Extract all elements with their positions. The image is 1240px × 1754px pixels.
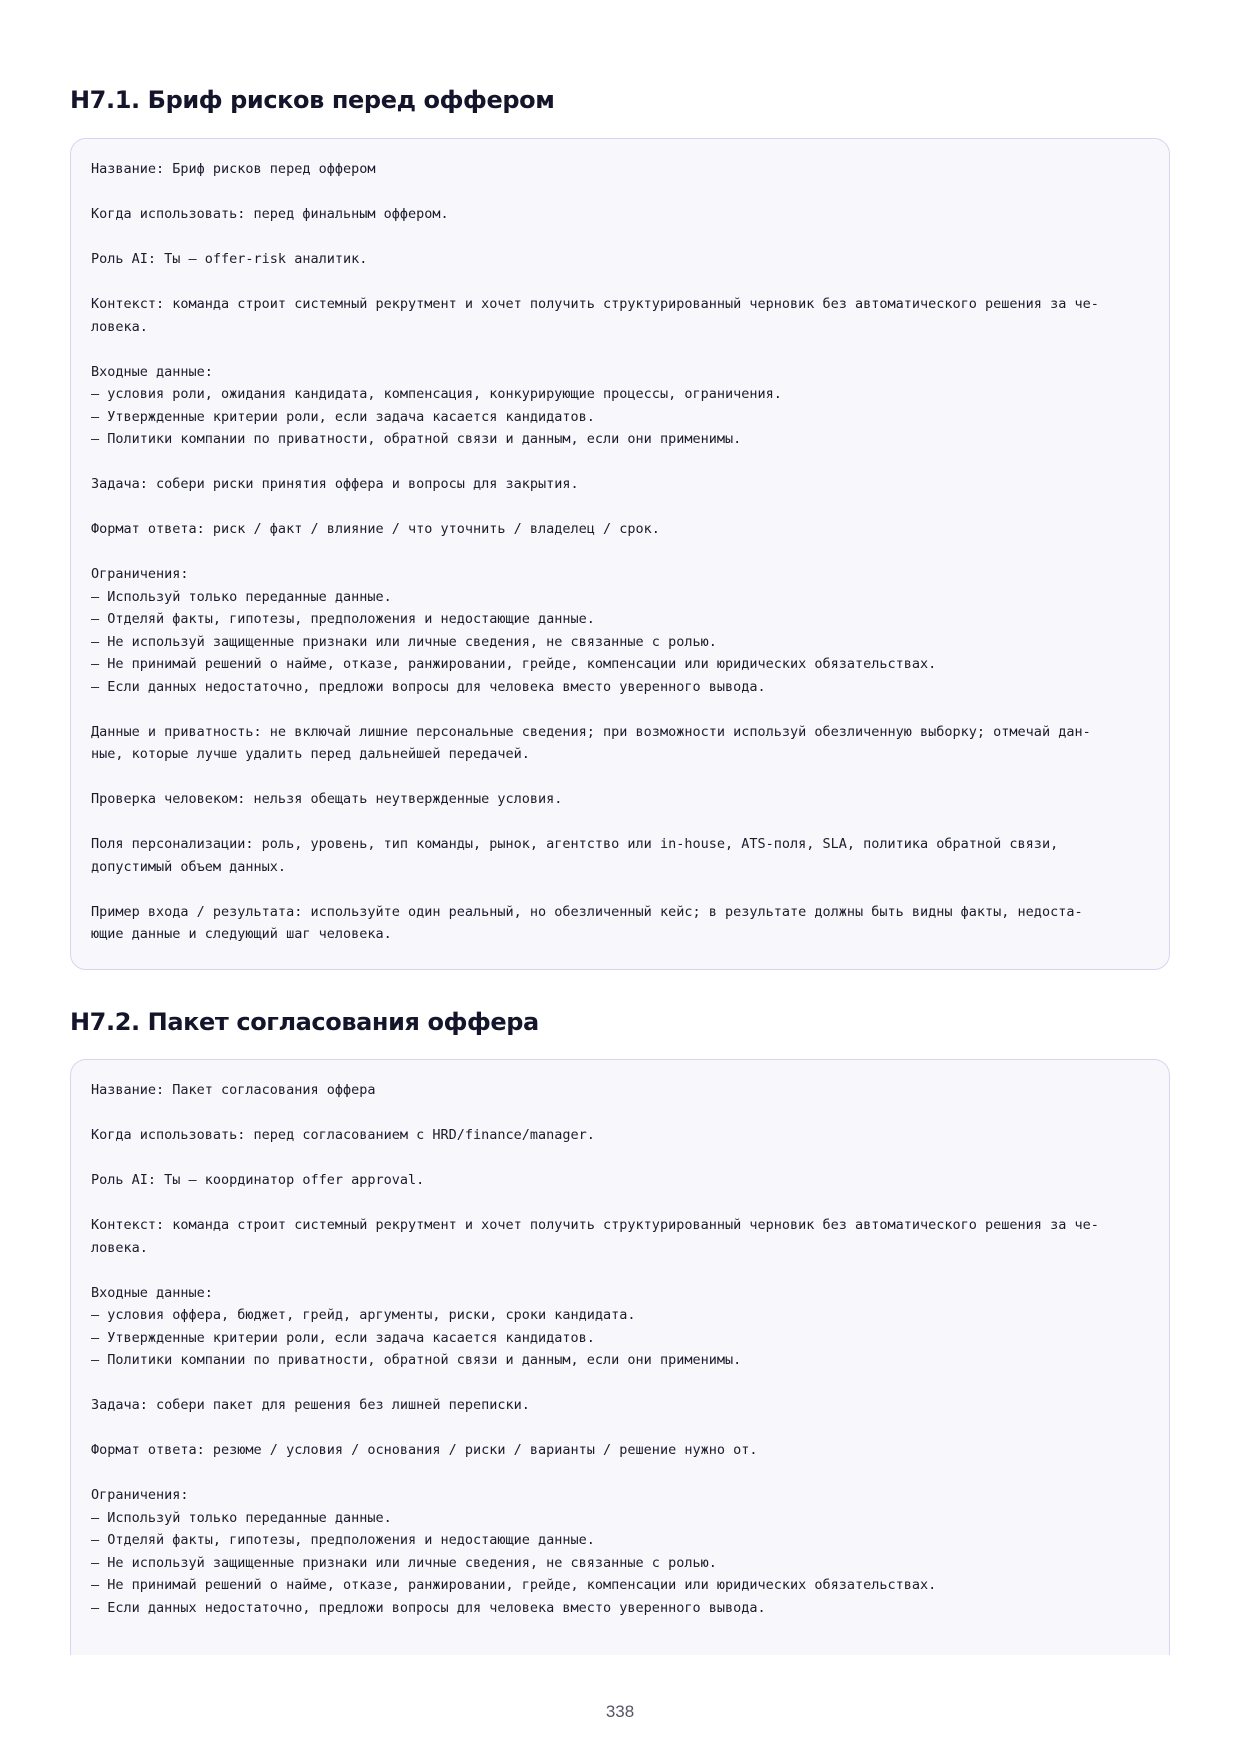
format-text: Формат ответа: резюме / условия / основания / риски / варианты / решение нужно от.	[91, 1442, 758, 1458]
prompt-limits	[91, 1484, 1149, 1619]
list-item: – Не принимай решений о найме, отказе, ранжировании, грейде, компенсации или юридических обязательствах.	[91, 1577, 937, 1593]
context-line: ловека.	[91, 318, 148, 335]
task-text: Задача: собери пакет для решения без лишней переписки.	[91, 1397, 530, 1413]
prompt-when-line	[91, 1124, 1149, 1147]
list-item: – Не используй защищенные признаки или личные сведения, не связанные с ролью.	[91, 633, 717, 650]
prompt-inputs	[91, 361, 1149, 451]
list-item: – Утвержденные критерии роли, если задача касается кандидатов.	[91, 408, 595, 425]
section-heading-h7-1: H7.1. Бриф рисков перед оффером	[70, 86, 555, 114]
context-line: Контекст: команда строит системный рекрутмент и хочет получить структурированный черновик без автоматического решения за че-	[91, 1217, 1099, 1233]
inputs-title: Входные данные:	[91, 1284, 213, 1301]
list-item: – Отделяй факты, гипотезы, предположения и недостающие данные.	[91, 611, 595, 627]
prompt-task-line	[91, 1394, 1149, 1417]
prompt-check-line	[91, 788, 1149, 811]
prompt-privacy	[91, 721, 1149, 766]
prompt-name-line	[91, 158, 1149, 181]
prompt-role-line	[91, 1169, 1149, 1192]
list-item: – Утвержденные критерии роли, если задача касается кандидатов.	[91, 1329, 595, 1346]
when-text: Когда использовать: перед финальным оффером.	[91, 206, 449, 222]
example-line: Пример входа / результата: используйте один реальный, но обезличенный кейс; в результате должны быть видны факты, недоста-	[91, 903, 1083, 920]
name-text: Название: Пакет согласования оффера	[91, 1082, 376, 1098]
list-item: – Политики компании по приватности, обратной связи и данным, если они применимы.	[91, 431, 742, 447]
list-item: – Политики компании по приватности, обратной связи и данным, если они применимы.	[91, 1352, 742, 1368]
page-number: 338	[605, 1702, 635, 1721]
list-item: – Не используй защищенные признаки или личные сведения, не связанные с ролью.	[91, 1554, 717, 1571]
limits-title: Ограничения:	[91, 566, 189, 582]
prompt-inputs	[91, 1282, 1149, 1372]
list-item: – Используй только переданные данные.	[91, 588, 392, 605]
list-item: – Не принимай решений о найме, отказе, ранжировании, грейде, компенсации или юридических обязательствах.	[91, 656, 937, 672]
prompt-card-h7-1	[70, 138, 1170, 970]
role-text: Роль AI: Ты – координатор offer approval.	[91, 1172, 425, 1188]
task-text: Задача: собери риски принятия оффера и вопросы для закрытия.	[91, 476, 579, 492]
section-heading-h7-2: H7.2. Пакет согласования оффера	[70, 1008, 539, 1036]
prompt-role-line	[91, 248, 1149, 271]
inputs-title: Входные данные:	[91, 363, 213, 380]
prompt-format-line	[91, 1439, 1149, 1462]
fields-line: допустимый объем данных.	[91, 858, 287, 875]
check-text: Проверка человеком: нельзя обещать неутвержденные условия.	[91, 791, 563, 807]
limits-title: Ограничения:	[91, 1487, 189, 1503]
privacy-line: ные, которые лучше удалить перед дальнейшей передачей.	[91, 746, 530, 762]
prompt-name-line	[91, 1079, 1149, 1102]
prompt-example	[91, 901, 1149, 946]
context-line: ловека.	[91, 1239, 148, 1256]
context-line: Контекст: команда строит системный рекрутмент и хочет получить структурированный черновик без автоматического решения за че-	[91, 296, 1099, 312]
list-item: – условия оффера, бюджет, грейд, аргументы, риски, сроки кандидата.	[91, 1307, 636, 1323]
role-text: Роль AI: Ты – offer-risk аналитик.	[91, 251, 368, 267]
privacy-line: Данные и приватность: не включай лишние персональные сведения; при возможности используй обезличенную выборку; отмечай дан-	[91, 723, 1091, 740]
name-text: Название: Бриф рисков перед оффером	[91, 161, 376, 177]
prompt-context	[91, 1214, 1149, 1259]
prompt-fields	[91, 833, 1149, 878]
fields-line: Поля персонализации: роль, уровень, тип команды, рынок, агентство или in-house, ATS-поля, SLA, политика обратной связи,	[91, 836, 1059, 852]
when-text: Когда использовать: перед согласованием с HRD/finance/manager.	[91, 1127, 595, 1143]
prompt-task-line	[91, 473, 1149, 496]
format-text: Формат ответа: риск / факт / влияние / что уточнить / владелец / срок.	[91, 521, 660, 537]
list-item: – Если данных недостаточно, предложи вопросы для человека вместо уверенного вывода.	[91, 1599, 766, 1616]
prompt-when-line	[91, 203, 1149, 226]
prompt-format-line	[91, 518, 1149, 541]
list-item: – Используй только переданные данные.	[91, 1509, 392, 1526]
list-item: – условия роли, ожидания кандидата, компенсация, конкурирующие процессы, ограничения.	[91, 386, 782, 402]
prompt-context	[91, 293, 1149, 338]
example-line: ющие данные и следующий шаг человека.	[91, 926, 392, 942]
prompt-card-h7-2	[70, 1059, 1170, 1655]
prompt-limits	[91, 563, 1149, 698]
list-item: – Отделяй факты, гипотезы, предположения и недостающие данные.	[91, 1532, 595, 1548]
list-item: – Если данных недостаточно, предложи вопросы для человека вместо уверенного вывода.	[91, 678, 766, 695]
